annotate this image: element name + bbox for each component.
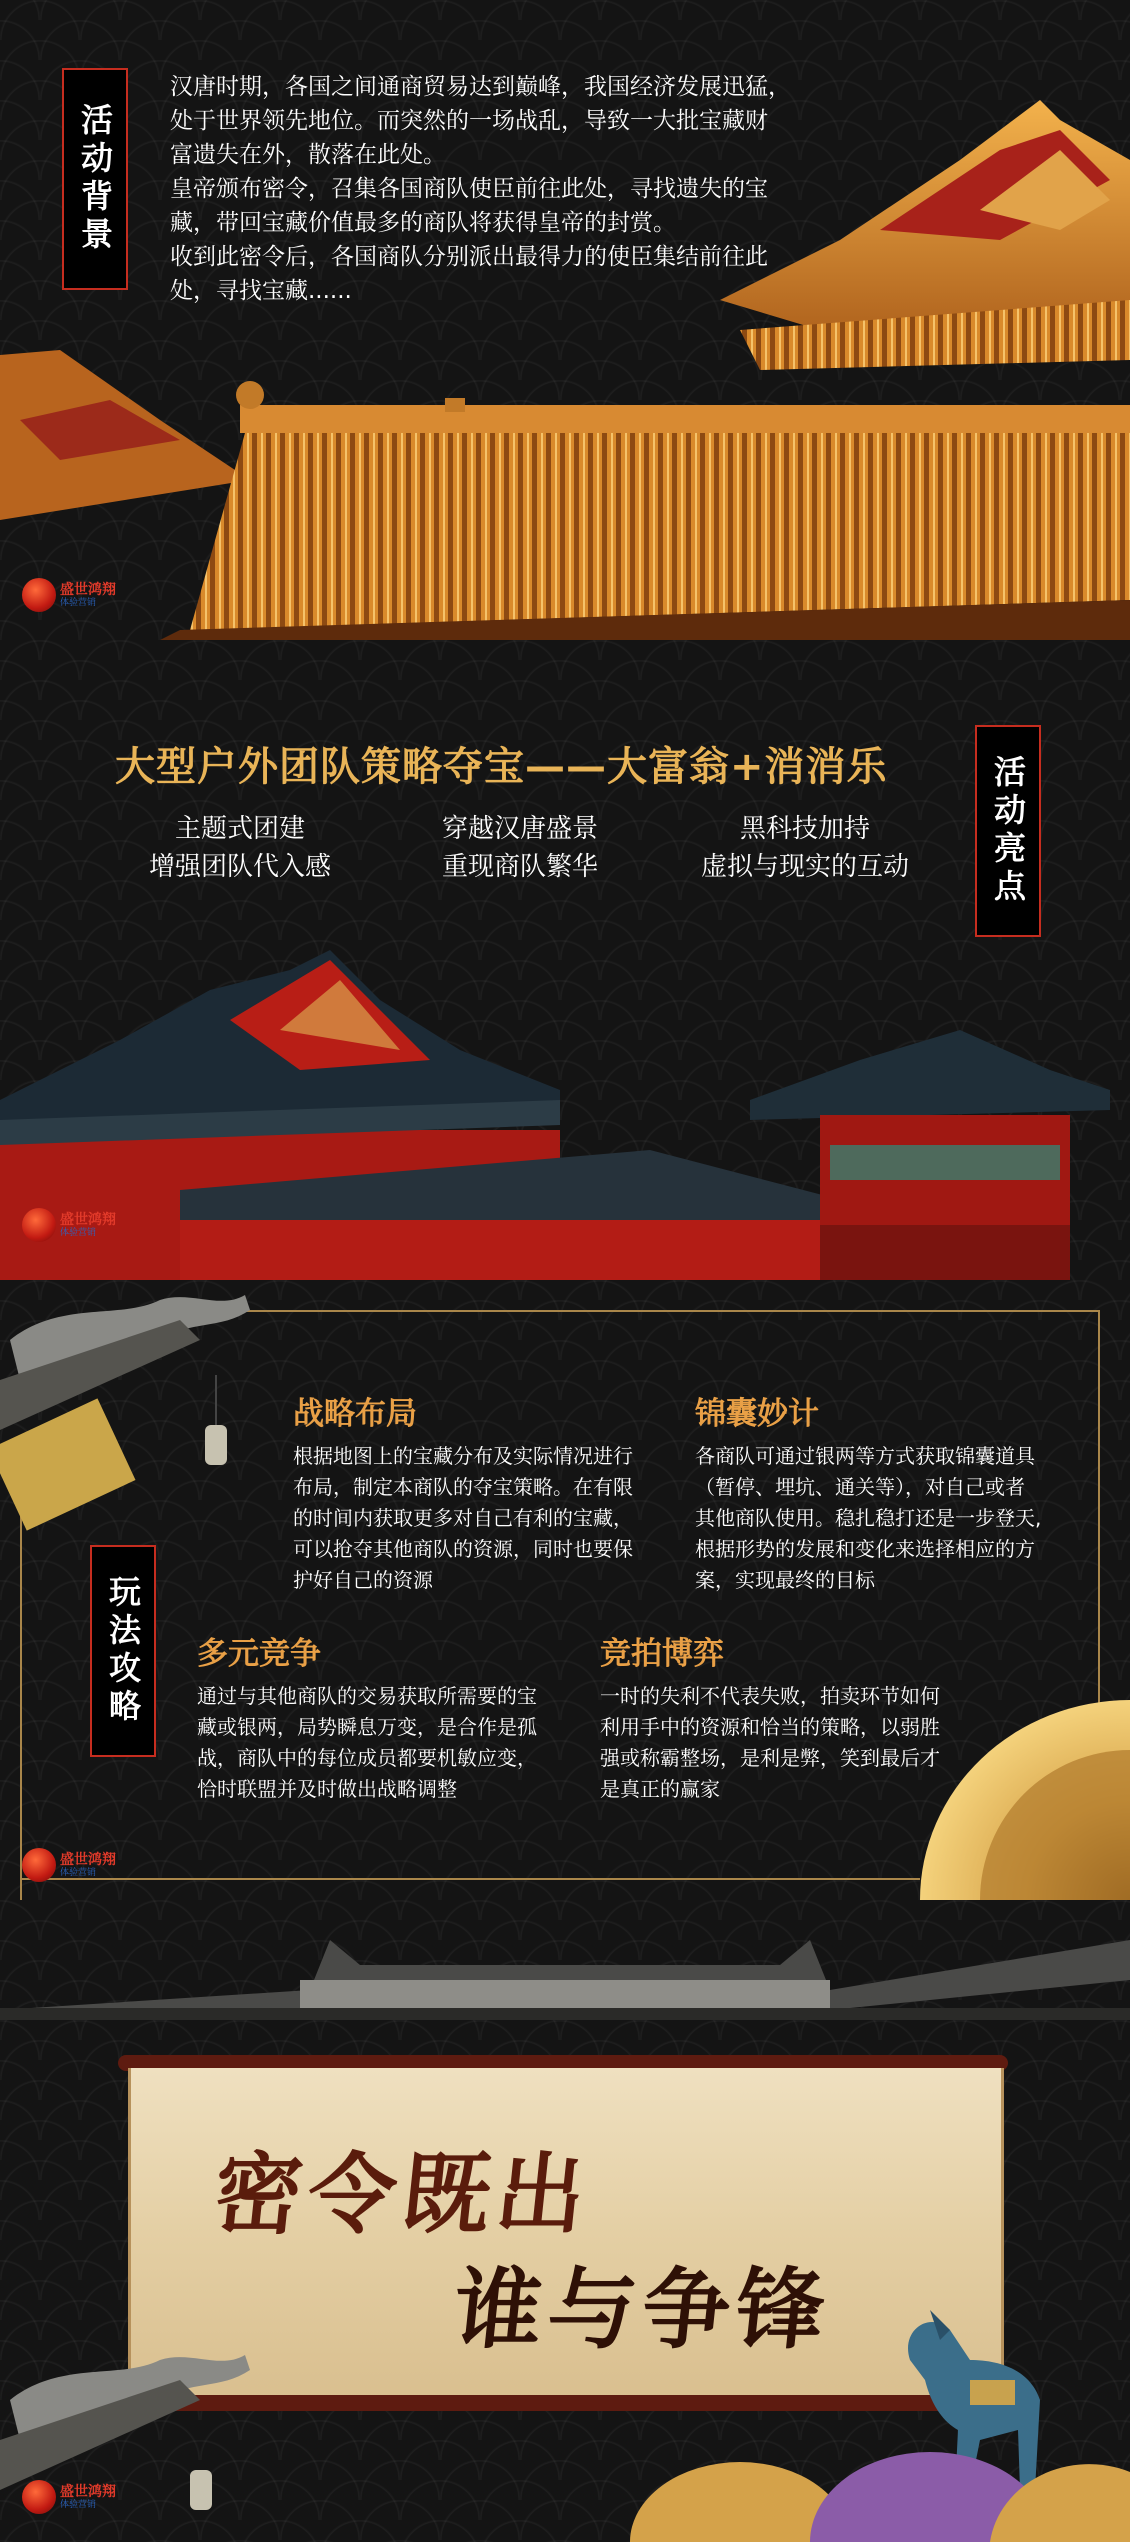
feature-line: 战，商队中的每位成员都要机敏应变， [197, 1746, 537, 1770]
feature-line: 强或称霸整场，是利是弊，笑到最后才 [600, 1746, 940, 1770]
logo-sub: 体验营销 [60, 1227, 97, 1238]
feature-line: 恰时联盟并及时做出战略调整 [197, 1777, 457, 1801]
scroll-section [0, 1900, 1130, 2542]
feature-line: （暂停、埋坑、通关等），对自己或者 [695, 1475, 1025, 1499]
brand-logo [22, 1848, 116, 1882]
logo-name: 盛世鸿翔 [60, 1211, 116, 1228]
gameplay-title: 玩法攻略 [104, 1575, 142, 1727]
logo-sub: 体验营销 [60, 597, 97, 608]
highlight-line: 增强团队代入感 [148, 852, 331, 882]
logo-name: 盛世鸿翔 [60, 2483, 116, 2500]
feature-line: 布局，制定本商队的夺宝策略。在有限 [293, 1475, 633, 1499]
feature-line: 可以抢夺其他商队的资源，同时也要保 [293, 1537, 633, 1561]
brand-logo [22, 2480, 116, 2514]
golden-roof-illustration [0, 0, 1130, 640]
logo-mark [22, 578, 56, 612]
frame-line-right [1098, 1310, 1100, 1750]
logo-mark [22, 1208, 56, 1242]
feature-line: 藏或银两，局势瞬息万变，是合作是孤 [197, 1715, 537, 1739]
feature-heading: 锦囊妙计 [695, 1396, 819, 1432]
highlight-item [130, 810, 350, 886]
logo-mark [22, 2480, 56, 2514]
background-line: 富遗失在外，散落在此处。 [170, 142, 446, 168]
highlight-line: 黑科技加持 [739, 814, 870, 844]
brand-logo [22, 1208, 116, 1242]
feature-heading: 多元竞争 [197, 1636, 321, 1672]
feature-line: 的时间内获取更多对自己有利的宝藏， [293, 1506, 633, 1530]
golden-fan-illustration [920, 1700, 1130, 1900]
frame-line-top [200, 1310, 1100, 1312]
feature-heading: 战略布局 [293, 1396, 417, 1432]
dragon-roof-ornament [0, 1280, 260, 1540]
logo-name: 盛世鸿翔 [60, 581, 116, 598]
feature-line: 护好自己的资源 [293, 1568, 433, 1592]
background-line: 收到此密令后，各国商队分别派出最得力的使臣集结前往此 [170, 244, 768, 270]
feature-line: 各商队可通过银两等方式获取锦囊道具 [695, 1444, 1035, 1468]
background-line: 藏，带回宝藏价值最多的商队将获得皇帝的封赏。 [170, 210, 676, 236]
feature-line: 其他商队使用。稳扎稳打还是一步登天, [695, 1506, 1042, 1530]
feature-block [197, 1628, 577, 1805]
feature-block [695, 1388, 1085, 1596]
feature-block [293, 1388, 673, 1596]
logo-sub: 体验营销 [60, 2499, 97, 2510]
gameplay-section [0, 1280, 1130, 1900]
roof-ridge-illustration [0, 1920, 1130, 2020]
scroll-line-2: 谁与争锋 [448, 2257, 836, 2361]
highlights-section [0, 640, 1130, 1280]
highlights-title: 活动亮点 [989, 755, 1027, 907]
feature-line: 根据形势的发展和变化来选择相应的方 [695, 1537, 1035, 1561]
fan-decoration [630, 2452, 1130, 2542]
highlights-headline: 大型户外团队策略夺宝——大富翁+消消乐 [115, 744, 888, 790]
background-line: 处，寻找宝藏...... [170, 278, 352, 304]
highlights-title-box [975, 725, 1041, 937]
feature-line: 通过与其他商队的交易获取所需要的宝 [197, 1684, 537, 1708]
feature-heading: 竞拍博弈 [600, 1636, 724, 1672]
highlight-item [680, 810, 930, 886]
scroll-line-1: 密令既出 [208, 2142, 596, 2246]
logo-mark [22, 1848, 56, 1882]
feature-line: 一时的失利不代表失败，拍卖环节如何 [600, 1684, 940, 1708]
highlight-line: 主题式团建 [174, 814, 305, 844]
brand-logo [22, 578, 116, 612]
background-line: 皇帝颁布密令，召集各国商队使臣前往此处，寻找遗失的宝 [170, 176, 768, 202]
logo-name: 盛世鸿翔 [60, 1851, 116, 1868]
background-section [0, 0, 1130, 640]
frame-line-bottom [20, 1878, 920, 1880]
background-title: 活动背景 [76, 103, 114, 255]
feature-line: 是真正的赢家 [600, 1777, 720, 1801]
feature-line: 根据地图上的宝藏分布及实际情况进行 [293, 1444, 633, 1468]
background-line: 处于世界领先地位。而突然的一场战乱，导致一大批宝藏财 [170, 108, 768, 134]
highlight-item [405, 810, 635, 886]
background-line: 汉唐时期，各国之间通商贸易达到巅峰，我国经济发展迅猛， [170, 74, 791, 100]
highlight-line: 重现商队繁华 [441, 852, 598, 882]
gameplay-title-box [90, 1545, 156, 1757]
red-palace-illustration [0, 920, 1130, 1280]
feature-line: 案，实现最终的目标 [695, 1568, 875, 1592]
feature-line: 利用手中的资源和恰当的策略，以弱胜 [600, 1715, 940, 1739]
highlight-line: 穿越汉唐盛景 [441, 814, 598, 844]
logo-sub: 体验营销 [60, 1867, 97, 1878]
highlight-line: 虚拟与现实的互动 [700, 852, 909, 882]
